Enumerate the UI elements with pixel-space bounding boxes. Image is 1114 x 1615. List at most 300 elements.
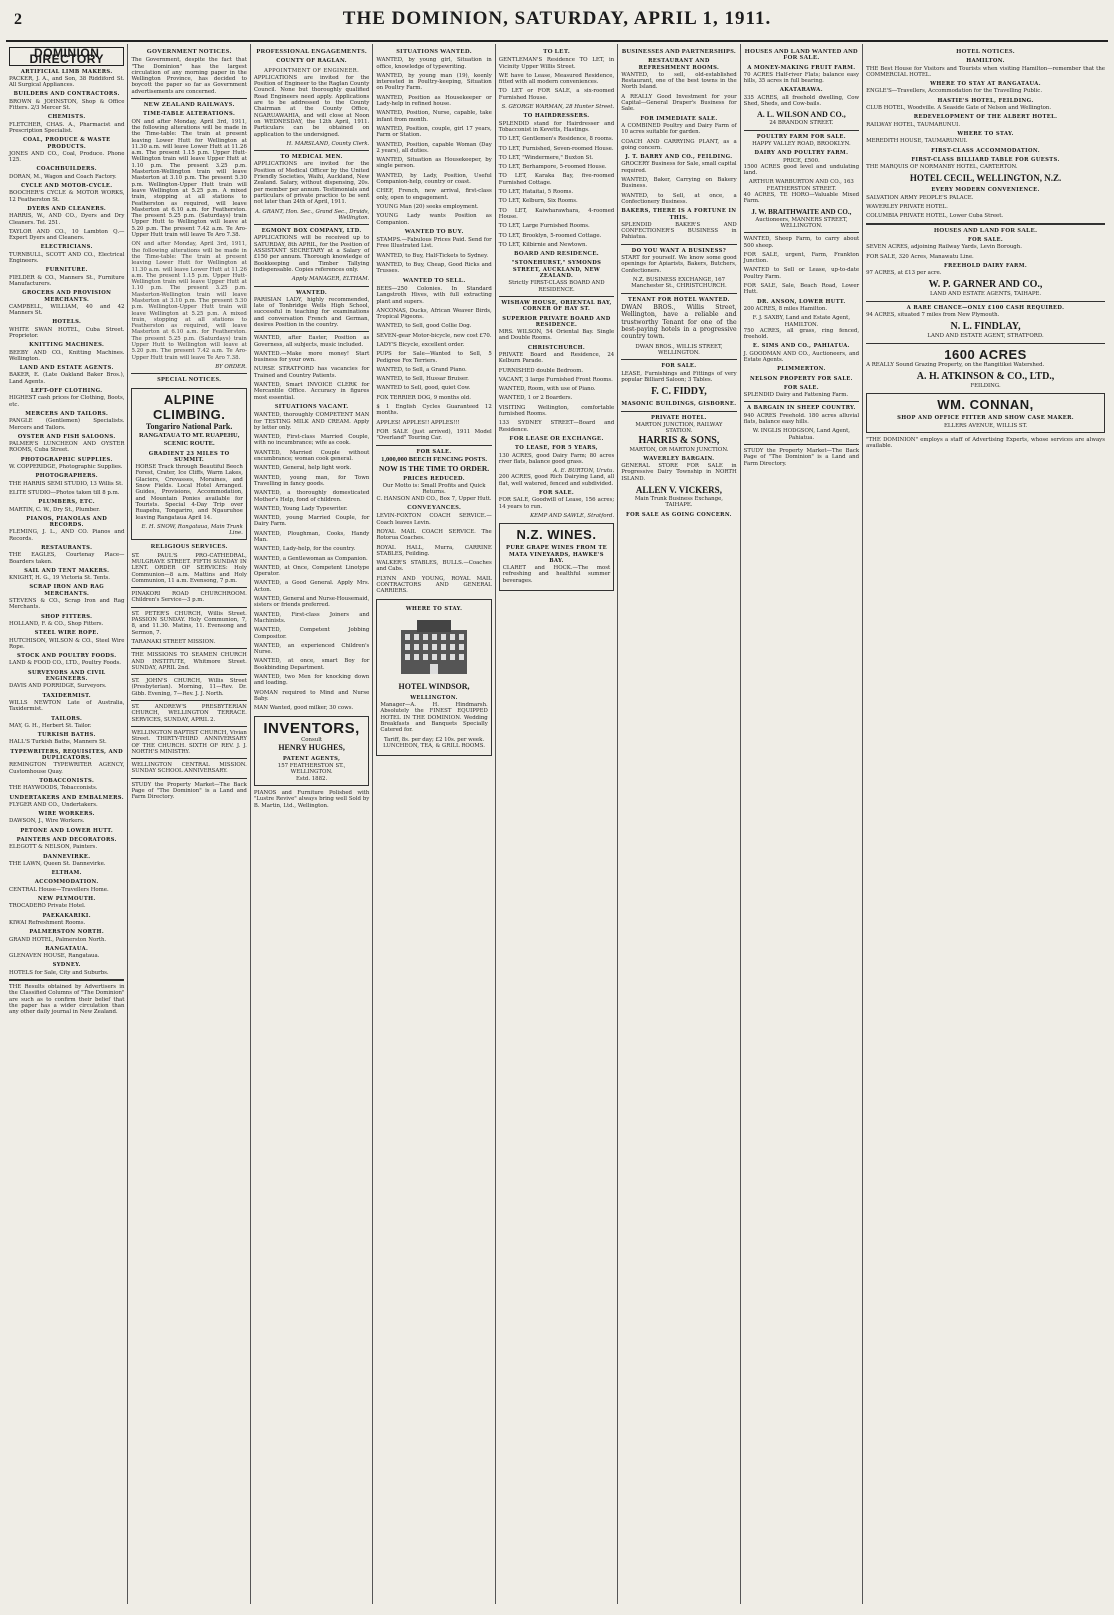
let-entry: GENTLEMAN'S Residence TO LET, in Vicinity Upper Willis Street. — [498, 57, 615, 70]
directory-entry: WILLS NEWTON Late of Australia, Taxidermist. — [9, 699, 125, 713]
religious-services-heading: RELIGIOUS SERVICES. — [150, 543, 228, 551]
acres-1600-body: A REALLY Sound Grazing Property, on the Rangitikei Watershed. — [866, 361, 1045, 368]
vacant-entry: WANTED, Lady-help, for the country. — [253, 546, 356, 553]
vacant-entry: WANTED, a thoroughly domesticated Mother's Help, fond of children. — [253, 490, 370, 503]
directory-entry: BEEBY AND CO., Knitting Machines. Wellington. — [9, 349, 125, 362]
sell-entry: WANTED to Sell, good, quiet Cow. — [376, 385, 471, 392]
column-1-directory — [6, 44, 128, 1604]
vacant-entry: WANTED, First-class Joiners and Machinists. — [253, 611, 370, 624]
vacant-entry: WANTED, General, help light work. — [253, 465, 352, 472]
directory-footer: THE Results obtained by Advertisers in the Classified Columns of "The Dominion" are such as to confirm their belief that the paper has a wider circulation than any other daily journal in New Zealand. — [9, 984, 125, 1016]
hl-entry: SEVEN ACRES, adjoining Railway Yards, Levin Borough. — [866, 244, 1022, 251]
directory-entry: HOTELS for Sale, City and Suburbs. — [9, 969, 109, 976]
conveyance-entry: ROYAL MAIL COACH SERVICE. The Rotorua Coaches. — [376, 528, 492, 542]
directory-entry: KNIGHT, H. G., 19 Victoria St. Tents. — [9, 575, 111, 582]
harris-name: HARRIS & SONS, — [638, 434, 720, 446]
situation-entry: WANTED, by Lady, Position, Useful Companion-help, country or coast. — [376, 172, 492, 186]
closing-note: "THE DOMINION" employs a staff of Advertising Experts, whose services are always available. — [866, 436, 1105, 450]
religious-entry: WELLINGTON CENTRAL MISSION. SUNDAY SCHOOL ANNIVERSARY. — [131, 762, 247, 775]
study-property-note: STUDY the Property Market—The Back Page of "The Dominion" is a Land and Farm Directory. — [131, 781, 247, 801]
piano-note: PIANOS and Furniture Polished with "Lustre Revive" always bring well Sold by B. Martin, Ltd., Wellington. — [253, 790, 370, 809]
to-let-heading: TO LET. — [543, 48, 570, 55]
vacant-entry: WANTED, young man, for Town Travelling in fancy goods. — [253, 474, 370, 487]
directory-category: PHOTOGRAPHERS. — [35, 473, 98, 480]
te-horo-body: 40 ACRES, TE HORO—Valuable Mixed Farm. — [743, 192, 860, 205]
buy-entry: WANTED, to Buy, Cheap, Good Ricks and Trusses. — [376, 262, 492, 275]
house-entry: DR. ANSON, LOWER HUTT. — [757, 298, 846, 305]
directory-entry: HOLLAND, F. & CO., Shop Fitters. — [9, 620, 104, 627]
directory-entry: FLETCHER, CHAS. A., Pharmacist and Prescription Specialist. — [9, 121, 125, 134]
dairy-poultry: DAIRY AND POULTRY FARM. — [754, 150, 849, 157]
connan-ad — [866, 393, 1105, 433]
atkinson-address: FEILDING. — [970, 382, 1001, 389]
column-7-houses-land — [741, 44, 863, 1604]
wilson-name: A. L. WILSON AND CO., — [757, 110, 846, 120]
board-entry: WANTED, 1 or 2 Boarders. — [498, 395, 573, 402]
directory-town: PALMERSTON NORTH. — [29, 929, 105, 936]
going-concern: FOR SALE AS GOING CONCERN. — [626, 511, 732, 518]
vickers-address: Main Trunk Business Exchange, TAIHAPE. — [634, 495, 723, 509]
rare-chance-body: 94 ACRES, situated 7 miles from New Plymouth. — [866, 312, 1000, 319]
religious-entry: WELLINGTON BAPTIST CHURCH, Vivian Street. THIRTY-THIRD ANNIVERSARY OF THE CHURCH. SIXTH OF REV. J. J. NORTH'S MINISTRY. — [131, 729, 247, 755]
biz-entry: A COMBINED Poultry and Dairy Farm of 10 acres suitable for garden. — [621, 122, 737, 136]
religious-entry: PINAKORI ROAD CHURCHROOM. Children's Service—3 p.m. — [131, 591, 247, 604]
directory-town: SYDNEY. — [52, 962, 81, 969]
railways-heading: NEW ZEALAND RAILWAYS. — [143, 101, 235, 109]
akatarawa-body: 335 ACRES, all freehold dwelling, Cow Shed, Sheds, and Cow-bails. — [743, 94, 860, 108]
railways-notice: ON and after Monday, April 3rd, 1911, the following alterations will be made in the Time-table: The train at present leaving Lower Hutt for Wellington at 11.30 a.m. will leave Lower Hutt at 11.26 a.m. The present 1.15 p.m. Upper Hutt-Wellington train will leave Upper Hutt at 1.10 p.m. The present 3.25 p.m. Masterton-Wellington train will leave Masterton at 3.10 p.m. The present 5.30 p.m. Wellington-Upper Hutt train will leave Wellington at 5.25 p.m. A mixed train, stopping at all stations to Featherston as required, will leave Masterton at 6.10 a.m. for Featherston. The present 5.25 p.m. (Saturdays) train Upper Hutt to Wellington will leave at 5.20 p.m. The present 7.42 a.m. Te Aro-Upper Hutt train will leave Te Aro 7.38. — [131, 118, 247, 239]
directory-category: TAILORS. — [51, 715, 83, 722]
situation-entry: YOUNG Man (20) seeks employment. — [376, 203, 479, 210]
directory-entry: HALL'S Turkish Baths, Manners St. — [9, 739, 107, 746]
house-entry: WANTED, Sheep Farm, to carry about 500 sheep. — [743, 236, 860, 249]
directory-town: ACCOMMODATION. — [34, 879, 99, 886]
directory-entry: THE HAYWOODS, Tobacconists. — [9, 785, 98, 792]
directory-entry: GLENAVEN HOUSE, Rangataua. — [9, 953, 100, 960]
sell-entry: FOX TERRIER DOG, 9 months old. — [376, 394, 471, 401]
directory-category: SCRAP IRON AND RAG MERCHANTS. — [29, 584, 105, 597]
directory-category: SHOP FITTERS. — [41, 613, 93, 620]
harris-address: MARTON, OR MARTON JUNCTION. — [629, 446, 729, 453]
let-entry: SPLENDID stand for Hairdresser and Tobacconist in Kevetts, Hastings. — [498, 120, 615, 133]
vacant-entry: WANTED, Young Lady Typewriter. — [253, 505, 348, 512]
directory-category: RESTAURANTS. — [41, 545, 93, 551]
raglan-subheading: APPOINTMENT OF ENGINEER. — [264, 67, 360, 74]
sell-entry: WANTED, to Sell, good Collie Dog. — [376, 323, 472, 330]
dwan-sign: DWAN BROS., WILLIS STREET, WELLINGTON. — [635, 343, 723, 357]
conveyance-entry: FLYNN AND YOUNG, ROYAL MAIL CONTRACTORS AND GENERAL CARRIERS. — [376, 575, 492, 595]
vacant-entry: WANTED.—Make more money! Start business for your own. — [253, 350, 370, 364]
hl-sale: FOR SALE. — [967, 236, 1004, 243]
vacant-entry: WANTED, Competent Jobbing Compositor. — [253, 627, 370, 640]
directory-entry: LAND & FOOD CO., LTD., Poultry Foods. — [9, 660, 121, 667]
directory-header: DOMINION DIRECTORY — [9, 47, 124, 66]
alpine-title: ALPINE CLIMBING. — [152, 391, 226, 422]
government-notice: The Government, despite the fact that "The Dominion" has the largest circulation of any morning paper in the Wellington Province, has decided to boycott the paper so far as Government advertisements are concerned. — [131, 57, 247, 95]
vacant-entry: WANTED, a Good General. Apply Mrs. Acton. — [253, 580, 370, 593]
hotel-entry: REDEVELOPMENT OF THE ALBERT HOTEL. — [913, 114, 1058, 121]
braithwaite-name: J. W. BRAITHWAITE AND CO., — [751, 207, 852, 216]
hotel-entry: HOTEL CECIL, WELLINGTON, N.Z. — [909, 173, 1062, 184]
sell-entry: APPLES! APPLES!! APPLES!!! — [376, 419, 460, 426]
stonehurst-sub: Strictly FIRST-CLASS BOARD AND RESIDENCE. — [508, 280, 605, 293]
findlay-address: LAND AND ESTATE AGENT, STRATFORD. — [927, 333, 1044, 340]
raglan-body: APPLICATIONS are invited for the Position of Engineer to the Raglan County Council. None but thoroughly qualified Road Engineers need apply. Applications are to be addressed to the County Chairman at the County Office, NGARUAWAHIA, and will close at Noon on WEDNESDAY, the 12th April, 1911. Particulars can be obtained on application to the undersigned. — [253, 74, 370, 138]
alpine-body: HORSE Track through Beautiful Beech Forest, Crater, Ice Cliffs, Warm Lakes, Glaciers, Crevasses, Moraines, and Snow Fields. Local Hotel Arranged. Guides, Provisions, Accommodation, and Mountain Ponies available for Tourists. Special 4-Day Trip over Ruapehu, Tongariro, and Ngauruhoe leaving Rangataua April 14. — [135, 464, 243, 521]
house-entry: FOR SALE. — [783, 384, 819, 391]
acres-1600: 1600 ACRES — [944, 346, 1027, 362]
businesses-heading: BUSINESSES AND PARTNERSHIPS. — [621, 48, 736, 55]
biz-entry: COACH AND CARRYING PLANT, as a going concern. — [621, 138, 737, 151]
windsor-city: WELLINGTON. — [410, 694, 458, 701]
wanted-heading: WANTED. — [296, 289, 328, 296]
directory-category: TURKISH BATHS. — [37, 732, 96, 739]
farm-price: PRICE, £500. — [783, 157, 820, 164]
house-entry: NELSON PROPERTY FOR SALE. — [749, 375, 853, 382]
directory-category: MERCERS AND TAILORS. — [25, 410, 109, 417]
hotel-entry: WHERE TO STAY. — [957, 130, 1014, 137]
special-notices-heading: SPECIAL NOTICES. — [157, 376, 222, 384]
biz-entry: A REALLY Good Investment for your Capital—General Draper's Business for Sale. — [621, 93, 737, 113]
biz-entry: GROCERY Business for Sale, small capital required. — [621, 161, 737, 174]
medical-heading: TO MEDICAL MEN. — [280, 154, 343, 161]
vacant-entry: WANTED, Married Couple without encumbrance; woman cook general. — [253, 449, 370, 463]
alpine-route: RANGATAUA TO MT. RUAPEHU, SCENIC ROUTE. — [138, 431, 240, 447]
directory-entry: CAMPBELL, WILLIAM, 40 and 42 Manners St. — [9, 303, 125, 317]
directory-entry: STEVENS & CO., Scrap Iron and Rag Merchants. — [9, 598, 125, 611]
let-entry: TO LET, Furnished, Seven-roomed House. — [498, 145, 614, 152]
page-number: 2 — [14, 11, 22, 28]
directory-entry: BAKER, E. (Late Oakland Baker Bros.), Land Agents. — [9, 372, 125, 385]
sell-entry: PUPS for Sale—Wanted to Sell, 5 Pedigree Fox Terriers. — [376, 351, 492, 364]
directory-category: SURVEYORS AND CIVIL ENGINEERS. — [27, 669, 106, 683]
board-entry: MRS. WILSON, 54 Oriental Bay. Single and Double Rooms. — [498, 329, 615, 342]
raglan-heading: COUNTY OF RAGLAN. — [276, 58, 347, 65]
sale-sign: C. HANSON AND CO., Box 7, Upper Hutt. — [376, 495, 492, 502]
windsor-title: HOTEL WINDSOR, — [398, 681, 470, 691]
happy-valley: HAPPY VALLEY ROAD, BROOKLYN. — [752, 140, 851, 147]
columns — [6, 44, 1108, 1604]
directory-town: ELTHAM. — [51, 870, 82, 877]
directory-category: STEEL WIRE ROPE. — [34, 630, 99, 637]
fiddy-address: MASONIC BUILDINGS, GISBORNE. — [621, 401, 737, 408]
for-sale-heading: FOR SALE. — [661, 363, 697, 370]
sale-entry-5: FOR SALE, Goodwill of Lease, 156 acres; 14 years to run. — [498, 497, 615, 510]
inventors-name: HENRY HUGHES, — [278, 742, 345, 752]
inventors-established: Estd. 1882. — [296, 775, 328, 782]
lease-sign: A. E. BURTON, Urutu. — [553, 468, 615, 475]
raglan-sign: H. MARSLAND, County Clerk. — [286, 140, 370, 147]
lease-entry-2: 200 ACRES, good Rich Dairying Land, all flat, well watered, fenced and subdivided. — [498, 474, 615, 487]
inventors-title: INVENTORS, — [263, 719, 360, 737]
sheep-bargain: A BARGAIN IN SHEEP COUNTRY. — [746, 405, 856, 412]
sale-heading: FOR SALE. — [416, 448, 452, 455]
inventors-patent: PATENT AGENTS, — [282, 755, 341, 762]
column-8-hotels — [863, 44, 1108, 1604]
hotel-entry: THE Best House for Visitors and Tourists when visiting Hamilton—remember that the COMMERCIAL HOTEL. — [866, 65, 1105, 78]
restaurant-heading: RESTAURANT AND REFRESHMENT ROOMS. — [638, 58, 720, 71]
hotel-entry: COLUMBIA PRIVATE HOTEL, Lower Cuba Street. — [866, 213, 1004, 220]
biz-entry: WANTED, to sell, old-established Restaurant, one of the best towns in the North Island. — [621, 71, 737, 91]
directory-category: PHOTOGRAPHIC SUPPLIES. — [20, 456, 113, 463]
fiddy-name: F. C. FIDDY, — [651, 386, 707, 398]
hotel-entry: RAILWAY HOTEL, TAUMARUNUI. — [866, 121, 961, 128]
board-entry: CHRISTCHURCH. — [527, 344, 586, 351]
let-entry: TO HAIRDRESSERS. — [523, 113, 590, 120]
hotel-entry: HASTIE'S HOTEL, FEILDING. — [937, 97, 1034, 104]
let-entry: TO LET, Large Furnished Rooms. — [498, 223, 590, 230]
directory-category: DYERS AND CLEANERS. — [27, 205, 107, 212]
vacant-entry: WANTED, General and Nurse-Housemaid, sisters or friends preferred. — [253, 596, 370, 609]
vacant-entry: WOMAN required to Mind and Nurse Baby. — [253, 689, 370, 702]
sell-entry: $ 1 English Cycles Guaranteed 12 months. — [376, 404, 492, 417]
situation-entry: WANTED, by young man (19), keenly interested in Poultry-keeping, Situation on Poultry Farm. — [376, 72, 492, 92]
directory-entry: KIWAI Refreshment Rooms. — [9, 919, 86, 926]
directory-category: ELECTRICIANS. — [40, 244, 93, 251]
railways-sign: BY ORDER. — [215, 363, 247, 370]
houses-land-heading: HOUSES AND LAND WANTED AND FOR SALE. — [744, 48, 858, 62]
board-entry: FURNISHED double Bedroom. — [498, 367, 584, 374]
sale-item: 1,000,000 BEECH FENCING POSTS. — [381, 455, 487, 463]
directory-category: PLUMBERS, ETC. — [38, 499, 96, 506]
directory-entry: DORAN, M., Wagon and Coach Factory. — [9, 173, 117, 180]
sale-motto: Our Motto is: Small Profits and Quick Returns. — [382, 483, 486, 496]
vacant-entry: WANTED, two Men for knocking down and loading. — [253, 674, 370, 687]
lease-heading: FOR LEASE OR EXCHANGE. — [509, 434, 604, 442]
vacant-entry: WANTED, at Once, Competent Linotype Operator. — [253, 564, 370, 578]
alpine-gradient: GRADIENT 23 MILES TO SUMMIT. — [148, 450, 230, 463]
vacant-entry: WANTED, an experienced Children's Nurse. — [253, 642, 370, 656]
conveyance-entry: LEVIN-FOXTON COACH SERVICE.—Coach leaves Levin. — [376, 513, 492, 526]
tenant-heading: TENANT FOR HOTEL WANTED. — [628, 296, 730, 303]
board-entry: 133 SYDNEY STREET—Board and Residence. — [498, 420, 615, 433]
hl-entry: 97 ACRES, at £13 per acre. — [866, 270, 942, 277]
directory-entry: GRAND HOTEL, Palmerston North. — [9, 936, 107, 943]
hotel-entry: FIRST-CLASS ACCOMMODATION. — [931, 147, 1040, 154]
sell-entry: BEES—250 Colonies. In Standard Langstroth Hives, with full extracting plant and supers. — [376, 285, 492, 305]
situation-entry: WANTED, Position, Nurse, capable, take infant from month. — [376, 110, 492, 123]
column-6-businesses — [618, 44, 740, 1604]
sell-entry: LADY'S Bicycle, excellent order. — [376, 341, 465, 348]
directory-entry: FIELDER & CO., Manners St., Furniture Manufacturers. — [9, 274, 125, 287]
nz-wines-ad — [499, 523, 614, 591]
directory-category: ARTIFICIAL LIMB MAKERS. — [20, 68, 113, 75]
let-entry: WE have to Lease, Measured Residence, fitted with all modern conveniences. — [498, 72, 615, 86]
directory-town: RANGATAUA. — [45, 945, 89, 952]
house-entry: SPLENDID Dairy and Fattening Farm. — [743, 392, 849, 399]
directory-category: CYCLE AND MOTOR-CYCLE. — [20, 183, 113, 190]
alpine-sign: E. H. SNOW, Rangataua, Main Trunk Line. — [141, 523, 243, 537]
directory-category: PETONE AND LOWER HUTT. — [20, 827, 114, 834]
directory-entry: THE LAWN, Queen St. Dannevirke. — [9, 860, 106, 867]
biz-entry: J. T. BARRY AND CO., FEILDING. — [625, 154, 733, 161]
hl-entry: FOR SALE, 320 Acres, Manawatu Line. — [866, 253, 974, 260]
hotel-entry: FIRST-CLASS BILLIARD TABLE FOR GUESTS. — [911, 156, 1060, 163]
directory-category: BUILDERS AND CONTRACTORS. — [13, 91, 120, 98]
board-entry: WANTED, Room, with use of Piano. — [498, 386, 596, 393]
directory-category: LEFT-OFF CLOTHING. — [30, 388, 103, 395]
directory-category: UNDERTAKERS AND EMBALMERS. — [9, 794, 124, 801]
sell-entry: SEVEN-gear Motor-bicycle, new cost £70. — [376, 332, 492, 339]
atkinson-name: A. H. ATKINSON & CO., LTD., — [916, 370, 1055, 382]
religious-entry: ST. ANDREW'S PRESBYTERIAN CHURCH, WELLINGTON TERRACE. SERVICES, SUNDAY, APRIL 2. — [131, 704, 247, 723]
board-entry: VISITING Wellington, comfortable furnished Rooms. — [498, 404, 615, 418]
government-notices-heading: GOVERNMENT NOTICES. — [146, 48, 232, 55]
directory-category: PIANOS, PIANOLAS AND RECORDS. — [26, 515, 108, 529]
directory-category: STOCK AND POULTRY FOODS. — [16, 653, 117, 660]
hotel-entry: EVERY MODERN CONVENIENCE. — [931, 187, 1040, 194]
board-entry: VACANT, 3 large Furnished Front Rooms. — [498, 376, 613, 383]
situation-entry: WANTED, Position, couple, girl 17 years, Farm or Station. — [376, 125, 492, 139]
religious-entry: ST. PAUL'S PRO-CATHEDRAL, MULGRAVE STREET. FIFTH SUNDAY IN LENT. ORDER OF SERVICES: Holy Communion—8 a.m. Mattins and Holy Communion, 11 a.m. Evensong, 7 p.m. — [131, 552, 247, 584]
hamilton-heading: HAMILTON. — [966, 58, 1005, 65]
column-3-professional — [251, 44, 373, 1604]
house-entry: PLIMMERTON. — [777, 366, 826, 373]
house-entry: F. J. SAXBY, Land and Estate Agent, HAMILTON. — [752, 315, 851, 328]
directory-category: FURNITURE. — [45, 267, 88, 274]
religious-entry: ST. JOHN'S CHURCH, Willis Street (Presbyterian). Morning, 11—Rev. Dr. Gibb. Evening, 7—Rev. J. J. North. — [131, 678, 247, 697]
directory-category: OYSTER AND FISH SALOONS. — [17, 433, 116, 440]
directory-entry: PACKER, J. A., and Son, 38 Riddiford St. All Surgical Appliances. — [9, 75, 125, 89]
windsor-body: Manager—A. H. Hindmarsh. Absolutely the FINEST EQUIPPED HOTEL IN THE DOMINION. Wedding Breakfasts and Banquets Specially Catered for. — [380, 702, 488, 734]
stonehurst: "STONEHURST," SYMONDS STREET, AUCKLAND, NEW ZEALAND. — [511, 260, 602, 280]
billiard-lease: LEASE, Furnishings and Fittings of very popular Billiard Saloon; 3 Tables. — [621, 370, 737, 384]
vacant-entry: WANTED, after Easter, Position as Governess, all subjects, music included. — [253, 335, 370, 348]
hl-entry: FREEHOLD DAIRY FARM. — [943, 262, 1028, 269]
railways-notice-cont: ON and after Monday, April 3rd, 1911, the following alterations will be made in the Time-table: The train at present leaving Lower Hutt for Wellington at 11.30 a.m. will leave Lower Hutt at 11.26 a.m. The present 1.15 p.m. Upper Hutt-Wellington train will leave Upper Hutt at 1.10 p.m. The present 3.25 p.m. Masterton-Wellington train will leave Masterton at 3.10 p.m. The present 5.30 p.m. Wellington-Upper Hutt train will leave Wellington at 5.25 p.m. A mixed train, stopping at all stations to Featherston as required, will leave Masterton at 6.10 a.m. for Featherston. The present 5.25 p.m. (Saturdays) train Upper Hutt to Wellington will leave at 5.20 p.m. The present 7.42 a.m. Te Aro-Upper Hutt train will leave Te Aro 7.38. — [131, 241, 247, 361]
directory-entry: ELITE STUDIO—Photos taken till 8 p.m. — [9, 489, 120, 496]
directory-category: GROCERS AND PROVISION MERCHANTS. — [22, 290, 112, 303]
religious-entry: THE MISSIONS TO SEAMEN CHURCH AND INSTITUTE, Whitmore Street. SUNDAY, APRIL 2nd. — [131, 652, 247, 671]
lease-title: TO LEASE, FOR 5 YEARS, — [514, 445, 598, 452]
superior: SUPERIOR PRIVATE BOARD AND RESIDENCE. — [502, 315, 611, 328]
alpine-park: Tongariro National Park. — [145, 421, 233, 431]
hotel-windsor-ad — [376, 599, 491, 757]
board-heading: BOARD AND RESIDENCE. — [514, 250, 599, 258]
egmont-sign: Apply MANAGER, ELTHAM. — [291, 276, 370, 283]
dwan-body: DWAN BROS., Willis Street, Wellington, have a reliable and trustworthy Tenant for one of the best-paying hotels in a progressive country town. — [621, 303, 737, 341]
directory-town: PAEKAKARIKI. — [42, 912, 91, 919]
biz-entry: WANTED, to Sell, at once, a Confectionery Business. — [621, 192, 737, 205]
let-entry: TO LET, Kelburn, Six Rooms. — [498, 198, 578, 205]
situation-entry: CHEF, French, new arrival, first-class only, open to engagement. — [376, 188, 492, 201]
let-entry: TO LET, "Windermere," Buxton St. — [498, 154, 594, 161]
directory-entry: HUTCHISON, WILSON & CO., Steel Wire Rope. — [9, 637, 125, 650]
directory-entry: JONES AND CO., Coal, Produce. Phone 125. — [9, 150, 125, 164]
akatarawa-heading: AKATARAWA. — [779, 87, 823, 94]
religious-entry: TARANAKI STREET MISSION. — [131, 638, 216, 645]
medical-sign: A. GRANT, Hon. Sec., Grand Sec., Druids, Wellington. — [255, 208, 370, 221]
directory-category: HOTELS. — [52, 319, 82, 326]
directory-category: KNITTING MACHINES. — [29, 342, 105, 349]
sale-line1: NOW IS THE TIME TO ORDER. — [378, 463, 490, 473]
hotel-building-icon — [393, 616, 475, 678]
house-entry: FOR SALE, Sale, Beach Road, Lower Hutt. — [743, 283, 860, 296]
railways-subheading: TIME-TABLE ALTERATIONS. — [143, 111, 236, 118]
sale-sign-5: KEMP AND SAWLE, Stratford. — [530, 512, 615, 519]
directory-category: SAIL AND TENT MAKERS. — [24, 567, 110, 574]
let-entry: TO LET, Kaiwharawhara, 4-roomed House. — [498, 207, 615, 220]
hodgson-address: W. INGLIS HODGSON, Land Agent, Pahiatua. — [752, 428, 851, 441]
connan-address: ELLERS AVENUE, WILLIS ST. — [943, 422, 1028, 429]
situation-entry: WANTED, by young girl, Situation in office, knowledge of typewriting. — [376, 57, 492, 70]
directory-entry: MAY, G. H., Herbert St. Tailor. — [9, 722, 92, 729]
garner-address: LAND AND ESTATE AGENTS, TAIHAPE. — [929, 291, 1042, 298]
hotel-entry: WHERE TO STAY AT RANGATAUA. — [930, 81, 1041, 88]
vacant-entry: WANTED, a Gentlewoman as Companion. — [253, 555, 368, 562]
garner-name: W. P. GARNER AND CO., — [928, 279, 1043, 291]
directory-entry: THE EAGLES, Courtenay Place—Boarders taken. — [9, 552, 125, 565]
wines-subtitle: PURE GRAPE WINES FROM TE MATA VINEYARDS, HAWKE'S BAY. — [506, 545, 607, 564]
egmont-body: APPLICATIONS will be received up to SATURDAY, 8th APRIL, for the Position of ASSISTANT SECRETARY at a Salary of £150 per annum. Thorough knowledge of Bookkeeping and Timber Tallying indispensable. Copies references only. — [253, 235, 370, 273]
hotel-entry: SALVATION ARMY PEOPLE'S PALACE. — [866, 194, 974, 201]
house-entry: FOR SALE, urgent, Farm, Frankton Junction. — [743, 251, 860, 265]
directory-entry: W. COPPERIDGE, Photographic Supplies. — [9, 464, 123, 471]
egmont-heading: EGMONT BOX COMPANY, LTD. — [261, 228, 362, 235]
conveyance-entry: ROYAL HALL, Murra, CARRINE STABLES, Feilding. — [376, 544, 492, 557]
let-entry: TO LET, Gentlemen's Residence, 8 rooms. — [498, 136, 614, 143]
directory-entry: CENTRAL House—Travellers Home. — [9, 886, 109, 893]
directory-town: NEW PLYMOUTH. — [37, 896, 96, 903]
directory-entry: TROCADERO Private Hotel. — [9, 903, 86, 910]
wishaw: WISHAW HOUSE, ORIENTAL BAY, CORNER OF HAY ST. — [501, 299, 612, 313]
let-entry: S. GEORGE WARMAN, 28 Hunter Street. — [501, 104, 615, 111]
directory-entry: PANGLE (Gentlemen) Specialists. Mercers and Tailors. — [9, 418, 125, 431]
let-entry: TO LET, Berhampore, 5-roomed House. — [498, 164, 607, 171]
fruit-farm-heading: A MONEY-MAKING FRUIT FARM. — [747, 64, 856, 71]
house-entry: J. GOODMAN AND CO., Auctioneers, and Estate Agents. — [743, 350, 860, 363]
column-2-notices — [128, 44, 250, 1604]
vacant-entry: MAN Wanted, good milker, 30 cows. — [253, 705, 354, 712]
inventors-address: 157 FEATHERSTON ST., WELLINGTON. — [277, 763, 346, 776]
connan-trade: SHOP AND OFFICE FITTER AND SHOW CASE MAKER. — [897, 415, 1075, 422]
sell-entry: WANTED, to Sell, a Grand Piano. — [376, 366, 467, 373]
directory-entry: DAVIS AND PORRIDGE, Surveyors. — [9, 683, 107, 690]
sell-entry: ANCONAS, Ducks, African Weaver Birds, Tropical Pigeons. — [376, 307, 492, 321]
let-entry: TO LET, Karaka Bay, five-roomed Furnished Cottage. — [498, 173, 615, 186]
situation-entry: WANTED, Position, capable Woman (Day 2 years), all duties. — [376, 141, 492, 154]
vacant-entry: NURSE STRATFORD has vacancies for Trained and Country Patients. — [253, 366, 370, 379]
directory-entry: ELEGOTT & NELSON, Painters. — [9, 844, 98, 851]
inventors-consult: Consult — [301, 736, 323, 743]
hotel-entry: THE MARQUIS OF NORMANBY HOTEL, CARTERTON. — [866, 164, 1018, 171]
directory-entry: WHITE SWAN HOTEL, Cuba Street. Proprietor. — [9, 326, 125, 339]
where-to-stay: WHERE TO STAY. — [405, 605, 463, 612]
wilson-address: 24 BRANDON STREET. — [769, 120, 834, 127]
directory-entry: REMINGTON TYPEWRITER AGENCY, Customhouse Quay. — [9, 762, 125, 775]
masthead — [6, 8, 1108, 42]
wines-title: N.Z. WINES. — [516, 527, 597, 543]
directory-town: DANNEVIRKE. — [43, 853, 91, 860]
study-property-note-7: STUDY the Property Market—The Back Page of "The Dominion" is a Land and Farm Directory. — [743, 447, 860, 467]
braithwaite-address: Auctioneers, MANNERS STREET, WELLINGTON. — [755, 216, 848, 229]
biz-entry: DO YOU WANT A BUSINESS? — [631, 247, 727, 254]
buy-entry: STAMPS.—Fabulous Prices Paid. Send for Free Illustrated List. — [376, 237, 492, 250]
inventors-ad — [254, 716, 369, 786]
alpine-climbing-ad — [131, 388, 246, 541]
biz-exchange: N.Z. BUSINESS EXCHANGE, 167 Manchester St., CHRISTCHURCH. — [631, 276, 727, 290]
directory-entry: TURNBULL, SCOTT AND CO., Electrical Engineers. — [9, 251, 125, 265]
directory-category: PAINTERS AND DECORATORS. — [16, 836, 117, 843]
hotel-notices-heading: HOTEL NOTICES. — [956, 48, 1015, 55]
column-5-to-let — [496, 44, 618, 1604]
professional-heading: PROFESSIONAL ENGAGEMENTS. — [256, 48, 367, 55]
directory-entry: MARTIN, C. W., Dry St., Plumber. — [9, 506, 100, 513]
let-entry: TO LET, Brooklyn, 5-roomed Cottage. — [498, 232, 602, 239]
sale-heading-5: FOR SALE. — [538, 490, 575, 497]
hotel-entry: WAVERLEY PRIVATE HOTEL. — [866, 204, 948, 211]
sale-line2: PRICES REDUCED. — [403, 475, 465, 482]
